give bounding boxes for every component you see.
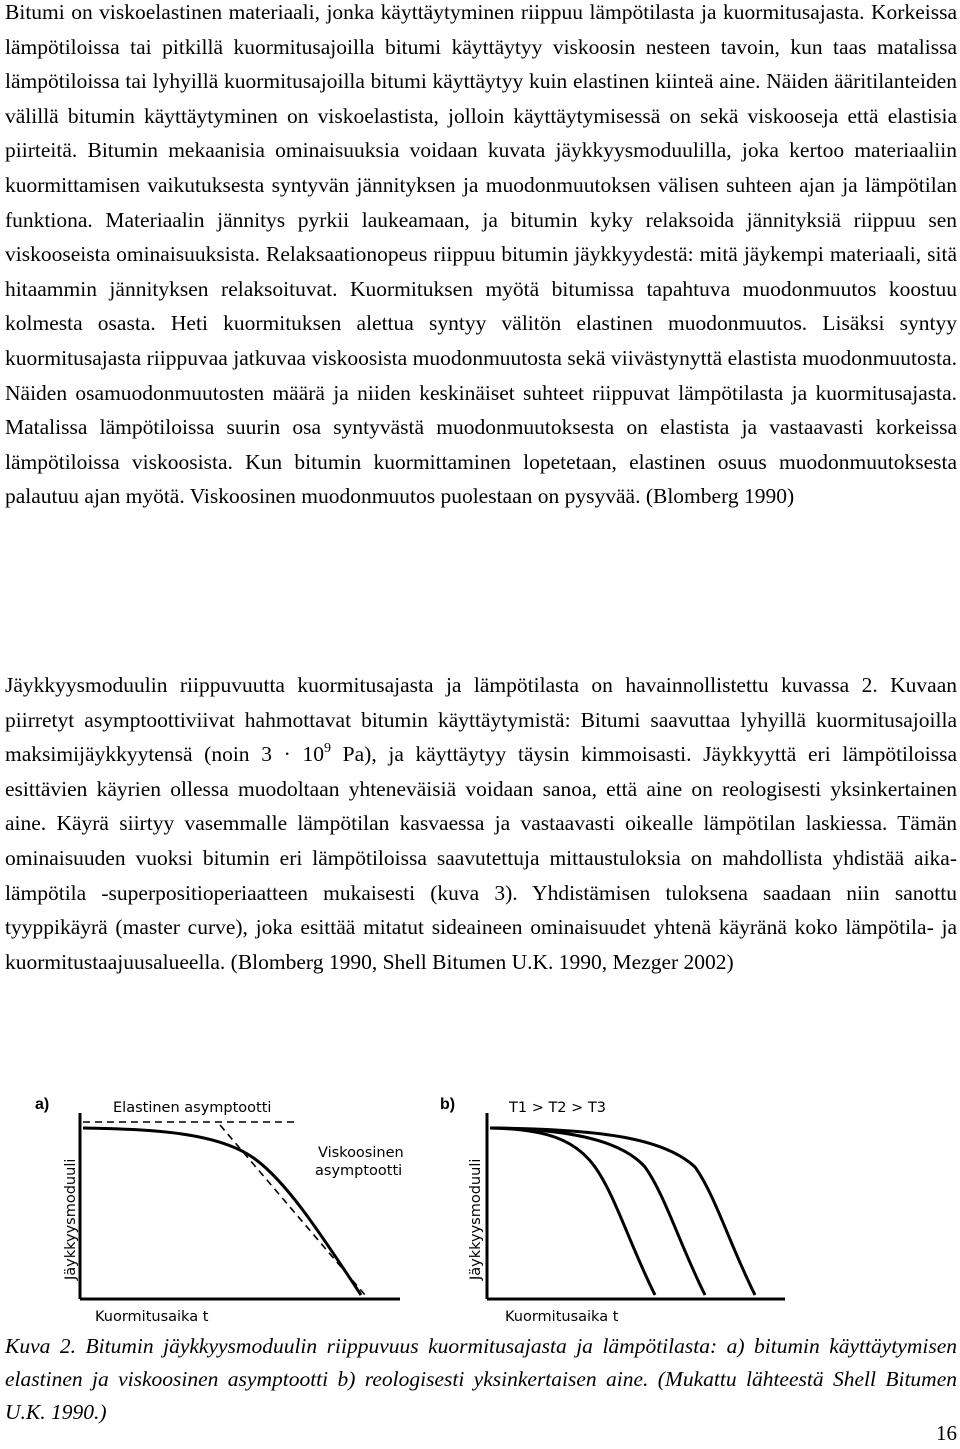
paragraph-text-end: Pa), ja käyttäytyy täysin kimmoisasti. Jäykkyyttä eri lämpötiloissa esittävien käyrien ollessa muodoltaan yhteneväisiä voidaan sanoa, että aine on reologisesti yksinkertainen aine. Käyrä siirtyy vasemmalle lämpötilan kasvaessa ja vastaavasti oikealle lämpötilan laskiessa. Tämän ominaisuuden vuoksi bitumin eri lämpötiloissa saavutettuja mittaustuloksia on mahdollista yhdistää aika-lämpötila -superpositioperiaatteen mukaisesti (kuva 3). Yhdistämisen tuloksena saadaan niin sanottu tyyppikäyrä (master curve), joka esittää mitatut sideaineen ominaisuudet yhtenä käyränä koko lämpötila- ja kuormitustaajuusalueella. (Blomberg 1990, Shell Bitumen U.K. 1990, Mezger 2002) bbox=[5, 742, 957, 974]
paragraph-viscoelastic: Bitumi on viskoelastinen materiaali, jonka käyttäytyminen riippuu lämpötilasta ja kuormitusajasta. Korkeissa lämpötiloissa tai pitkillä kuormitusajoilla bitumi käyttäytyy viskoosin nesteen tavoin, kun taas matalissa lämpötiloissa tai lyhyillä kuormitusajoilla bitumi käyttäytyy kuin elastinen kiinteä aine. Näiden ääritilanteiden välillä bitumin käyttäytyminen on viskoelastista, jolloin käyttäytymisessä on sekä viskooseja että elastisia piirteitä. Bitumin mekaanisia ominaisuuksia voidaan kuvata jäykkyysmoduulilla, joka kertoo materiaaliin kuormittamisen vaikutuksesta syntyvän jännityksen ja muodonmuutoksen välisen suhteen ajan ja lämpötilan funktiona. Materiaalin jännitys pyrkii laukeamaan, ja bitumin kyky relaksoida jännityksiä riippuu sen viskooseista ominaisuuksista. Relaksaationopeus riippuu bitumin jäykkyydestä: mitä jäykempi materiaali, sitä hitaammin jännityksen relaksoituvat. Kuormituksen myötä bitumissa tapahtuva muodonmuutos koostuu kolmesta osasta. Heti kuormituksen alettua syntyy välitön elastinen muodonmuutos. Lisäksi syntyy kuormitusajasta riippuvaa jatkuvaa viskoosista muodonmuutosta sekä viivästynyttä elastista muodonmuutosta. Näiden osamuodonmuutosten määrä ja niiden keskinäiset suhteet riippuvat lämpötilasta ja kuormitusajasta. Matalissa lämpötiloissa suurin osa syntyvästä muodonmuutoksesta on elastista ja vastaavasti korkeissa lämpötiloissa viskoosista. Kun bitumin kuormittaminen lopetetaan, elastinen osuus muodonmuutoksesta palautuu ajan myötä. Viskoosinen muodonmuutos puolestaan on pysyvää. (Blomberg 1990) bbox=[5, 0, 957, 509]
panel-a-x-label: Kuormitusaika t bbox=[95, 1309, 209, 1325]
panel-b-plot bbox=[5, 1085, 525, 1330]
figure-caption: Kuva 2. Bitumin jäykkyysmoduulin riippuvuus kuormitusajasta ja lämpötilasta: a) bitumin käyttäytymisen elastinen ja viskoosinen asymptootti b) reologisesti yksinkertaisen aine. (Mukattu lähteestä Shell Bitumen U.K. 1990.) bbox=[5, 1334, 957, 1424]
figure-2 bbox=[5, 1085, 957, 1330]
panel-b-letter: b) bbox=[440, 1096, 456, 1113]
panel-a-letter: a) bbox=[35, 1096, 50, 1113]
paragraph-text-start: Jäykkyysmoduulin riippuvuutta kuormitusajasta ja lämpötilasta on havainnollistettu kuvassa 2. Kuvaan piirretyt asymptoottiviivat hahmottavat bitumin käyttäytymistä: Bitumi saavuttaa lyhyillä kuormitusajoilla maksimijäykkyytensä (noin 3 · 10 bbox=[5, 673, 957, 767]
panel-b-x-label: Kuormitusaika t bbox=[505, 1309, 619, 1325]
panel-a-y-label: Jäykkyysmoduuli bbox=[63, 1158, 79, 1280]
exponent: 9 bbox=[323, 741, 331, 757]
temperature-order-label: T1 > T2 > T3 bbox=[509, 1100, 606, 1116]
paragraph-stiffness-modulus bbox=[5, 668, 957, 979]
viscous-asymptote-label-line1: Viskoosinen bbox=[318, 1145, 404, 1161]
curve-t3 bbox=[490, 1128, 755, 1295]
elastic-asymptote-label: Elastinen asymptootti bbox=[113, 1100, 272, 1116]
viscous-asymptote-label-line2: asymptootti bbox=[315, 1163, 403, 1179]
page-number: 16 bbox=[936, 1421, 957, 1445]
panel-b-y-label: Jäykkyysmoduuli bbox=[468, 1158, 484, 1280]
